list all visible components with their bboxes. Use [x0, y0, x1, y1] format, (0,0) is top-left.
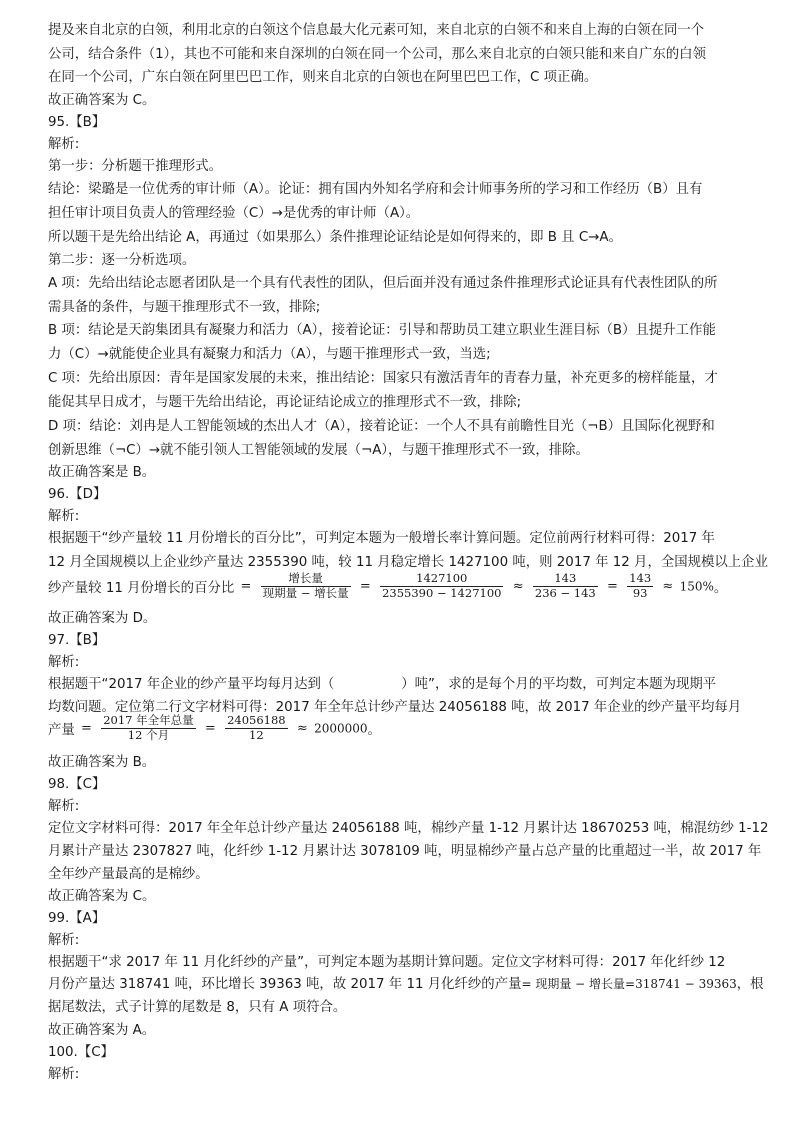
text-line: 担任审计项目负责人的管理经验（C）→是优秀的审计师（A）。	[48, 206, 420, 221]
text-line: 定位文字材料可得：2017 年全年总计纱产量达 24056188 吨，棉纱产量 1-12 月累计达 18670253 吨，棉混纺纱 1-12	[48, 821, 769, 836]
text-line: 故正确答案为 D。	[48, 611, 157, 626]
numerator: 143	[629, 571, 652, 585]
text-line: 根据题干“求 2017 年 11 月化纤纱的产量”，可判定本题为基期计算问题。定位文字材料可得：2017 年化纤纱 12	[48, 955, 726, 970]
text-line: 能促其早日成才，与题干先给出结论，再论证结论成立的推理形式不一致，排除;	[48, 395, 522, 410]
denominator: 2355390 − 1427100	[382, 585, 502, 600]
numerator: 24056188	[227, 713, 286, 727]
fraction	[533, 572, 598, 601]
question-number: 95.【B】	[48, 115, 106, 130]
text-line: A 项：先给出结论志愿者团队是一个具有代表性的团队，但后面并没有通过条件推理形式论证具有代表性团队的所	[48, 276, 718, 291]
formula-result: 150%	[679, 579, 714, 594]
text-line: 均数问题。定位第二行文字材料可得：2017 年全年总计纱产量达 24056188 吨，故 2017 年企业的纱产量平均每月	[48, 700, 742, 715]
approx-sign: ≈	[662, 578, 674, 594]
fraction	[627, 572, 653, 601]
text-line: 结论：梁璐是一位优秀的审计师（A）。论证：拥有国内外知名学府和会计师事务所的学习和工作经历（B）且有	[48, 182, 703, 197]
text-line: 12 月全国规模以上企业纱产量达 2355390 吨，较 11 月稳定增长 1427100 吨，则 2017 年 12 月，全国规模以上企业	[48, 555, 768, 570]
text-line: 需具备的条件，与题干推理形式不一致，排除;	[48, 300, 321, 315]
denominator: 12 个月	[127, 727, 170, 742]
fraction	[261, 572, 351, 601]
text-line: 故正确答案为 C。	[48, 889, 156, 904]
equals-sign: =	[204, 720, 216, 736]
numerator: 增长量	[261, 572, 351, 587]
equals-sign: =	[240, 578, 252, 594]
text-line: 产量	[48, 722, 75, 738]
text-line: 所以题干是先给出结论 A，再通过（如果那么）条件推理论证结论是如何得来的，即 B 且 C→A。	[48, 230, 622, 245]
text-line: D 项：结论：刘冉是人工智能领域的杰出人才（A），接着论证：一个人不具有前瞻性目光（¬B）且国际化视野和	[48, 419, 715, 434]
analysis-label: 解析:	[48, 933, 80, 948]
fraction	[225, 714, 288, 743]
question-number: 96.【D】	[48, 487, 107, 502]
formula-expression: = 现期量 − 增长量=318741 − 39363	[521, 977, 737, 991]
analysis-label: 解析:	[48, 655, 80, 670]
formula-line-99	[48, 977, 764, 992]
denominator: 236 − 143	[534, 585, 596, 600]
denominator: 93	[632, 585, 648, 600]
text-line: B 项：结论是天韵集团具有凝聚力和活力（A），接着论证：引导和帮助员工建立职业生涯目标（B）且提升工作能	[48, 323, 716, 338]
formula-line-96: 纱产量较 11 月份增长的百分比 = $\frac{\text{增长量}}{\text{现期量 − 增长量}}$ = $\frac{1427100}{2355390 - 1427100}$ ≈ $\frac{143}{236 - 143}$ = $\frac{143}{93}$ ≈ 150%。	[48, 571, 728, 600]
text-line: 故正确答案是 B。	[48, 465, 156, 480]
text-line: 创新思维（¬C）→就不能引领人工智能领域的发展（¬A），与题干推理形式不一致，排除。	[48, 443, 589, 458]
text-line: 提及来自北京的白领，利用北京的白领这个信息最大化元素可知，来自北京的白领不和来自上海的白领在同一个	[48, 23, 705, 38]
text-line: 第二步：逐一分析选项。	[48, 253, 196, 268]
text-line: 据尾数法，式子计算的尾数是 8，只有 A 项符合。	[48, 1000, 347, 1015]
formula-result: 2000000	[314, 721, 368, 736]
text-line: 力（C）→就能使企业具有凝聚力和活力（A），与题干推理形式一致，当选;	[48, 347, 491, 362]
approx-sign: ≈	[512, 578, 524, 594]
text-line: 在同一个公司，广东白领在阿里巴巴工作，则来自北京的白领也在阿里巴巴工作，C 项正确。	[48, 70, 598, 85]
analysis-label: 解析:	[48, 799, 80, 814]
text-line: 全年纱产量最高的是棉纱。	[48, 867, 209, 882]
question-number: 100.【C】	[48, 1045, 114, 1060]
text-line: 月份产量达 318741 吨，环比增长 39363 吨，故 2017 年 11 月化纤纱的产量	[48, 977, 522, 992]
text-line: 故正确答案为 C。	[48, 93, 156, 108]
question-number: 98.【C】	[48, 777, 106, 792]
text-line: C 项：先给出原因：青年是国家发展的未来，推出结论：国家只有激活青年的青春力量，补充更多的榜样能量，才	[48, 371, 718, 386]
question-number: 97.【B】	[48, 633, 106, 648]
analysis-label: 解析:	[48, 509, 80, 524]
text-line: 月累计产量达 2307827 吨，化纤纱 1-12 月累计达 3078109 吨，明显棉纱产量占总产量的比重超过一半，故 2017 年	[48, 844, 762, 859]
text-line: 故正确答案为 B。	[48, 755, 156, 770]
analysis-label: 解析:	[48, 137, 80, 152]
numerator: 1427100	[380, 572, 503, 587]
text-line: ，根	[736, 977, 764, 992]
text-line: 公司，结合条件（1），其也不可能和来自深圳的白领在同一个公司，那么来自北京的白领只能和来自广东的白领	[48, 47, 706, 62]
text-line: 故正确答案为 A。	[48, 1023, 156, 1038]
fraction	[380, 572, 503, 601]
equals-sign: =	[81, 720, 92, 736]
denominator: 现期量 − 增长量	[262, 585, 349, 600]
numerator: 143	[533, 572, 598, 587]
equals-sign: =	[359, 578, 371, 594]
text-line: 纱产量较 11 月份增长的百分比	[48, 580, 235, 596]
text-line: 根据题干“2017 年企业的纱产量平均每月达到（ ）吨”，求的是每个月的平均数，可判定本题为现期平	[48, 677, 717, 692]
text-line: 根据题干“纱产量较 11 月份增长的百分比”，可判定本题为一般增长率计算问题。定位前两行材料可得：2017 年	[48, 531, 715, 546]
analysis-label: 解析:	[48, 1067, 80, 1082]
equals-sign: =	[607, 578, 618, 594]
question-number: 99.【A】	[48, 911, 106, 926]
denominator: 12	[249, 727, 264, 742]
formula-line-97: 产量 = $\frac{\text{2017 年全年总量}}{\text{12 个月}}$ = $\frac{24056188}{12}$ ≈ 2000000。	[48, 713, 381, 742]
numerator: 2017 年全年总量	[103, 713, 194, 727]
approx-sign: ≈	[296, 720, 308, 736]
fraction	[101, 714, 195, 743]
text-line: 第一步：分析题干推理形式。	[48, 159, 223, 174]
